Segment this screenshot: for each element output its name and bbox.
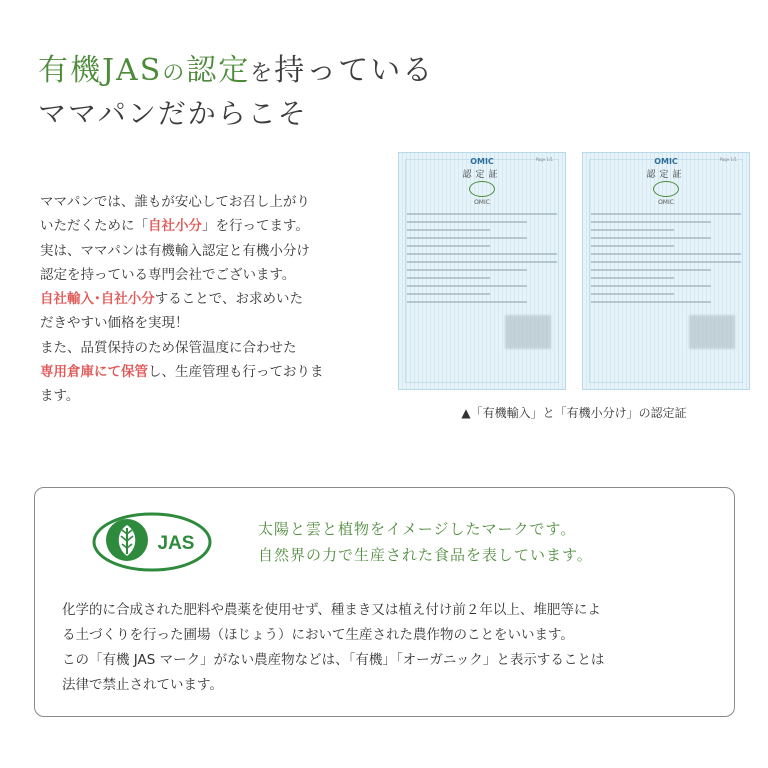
heading-line-2: ママパンだからこそ [38,97,308,130]
cert-title: 認定証 [646,170,686,180]
jas-mark-icon [653,181,679,197]
intro-line: だきやすい価格を実現！ [40,315,189,332]
cert-omic-label: OMIC [654,157,678,166]
highlight-warehouse: 専用倉庫にて保管 [40,364,148,381]
mark-desc-line: 太陽と雲と植物をイメージしたマークです。 [258,520,577,538]
organic-desc-line: 法律で禁止されています。 [62,677,223,693]
intro-line: 認定を持っている専門会社でございます。 [40,266,296,283]
cert-logo-text: OMIC [474,199,490,206]
jas-mark-icon [469,181,495,197]
certificate-subdivision: OMIC Page 1/1 認定証 OMIC [582,152,750,390]
intro-line: また、品質保持のため保管温度に合わせた [40,339,297,356]
certificate-caption: ▲「有機輸入」と「有機小分け」の認定証 [461,406,687,420]
highlight-self-subdivision: 自社小分 [148,218,202,235]
heading-wo: を [250,61,275,86]
intro-line: 実は、ママパンは有機輸入認定と有機小分け [40,242,310,259]
heading-have: 持っている [274,53,435,88]
intro-line: いただくために「自社小分」を行ってます。 [40,218,309,235]
heading-jas: JAS [102,53,163,88]
heading-no: の [162,61,187,86]
highlight-self-import: 自社輸入･自社小分 [40,291,155,308]
intro-line: ママパンでは、誰もが安心してお召し上がり [40,194,310,210]
cert-seal [689,315,735,349]
jas-mark-description [258,516,593,568]
cert-text-lines [407,213,557,309]
cert-title: 認定証 [462,170,502,180]
page-heading [38,53,435,130]
heading-certification: 認定 [186,53,251,88]
intro-line: ます。 [40,388,80,405]
jas-logo-icon [92,512,212,572]
organic-desc-line: この「有機 JAS マーク」がない農産物などは、「有機」「オーガニック」と表示することは [62,652,605,668]
organic-definition [62,598,604,698]
cert-text-lines [591,213,741,309]
organic-desc-line: 化学的に合成された肥料や農薬を使用せず、種まき又は植え付け前２年以上、堆肥等によ [62,602,601,618]
heading-line-1 [38,53,435,88]
intro-line: 専用倉庫にて保管し、生産管理も行っておりま [40,364,324,381]
cert-seal [505,315,551,349]
jas-logo-text: JAS [157,533,195,554]
certificate-import: OMIC Page 1/1 認定証 OMIC [398,152,566,390]
cert-omic-label: OMIC [470,157,494,166]
mark-desc-line: 自然界の力で生産された食品を表しています。 [258,546,593,564]
intro-line: 自社輸入･自社小分することで、お求めいた [40,291,303,308]
cert-logo-text: OMIC [658,199,674,206]
heading-organic: 有機 [38,53,102,88]
intro-text [40,190,380,409]
organic-desc-line: る土づくりを行った圃場（ほじょう）において生産された農作物のことをいいます。 [62,627,574,643]
certificates [398,152,750,420]
